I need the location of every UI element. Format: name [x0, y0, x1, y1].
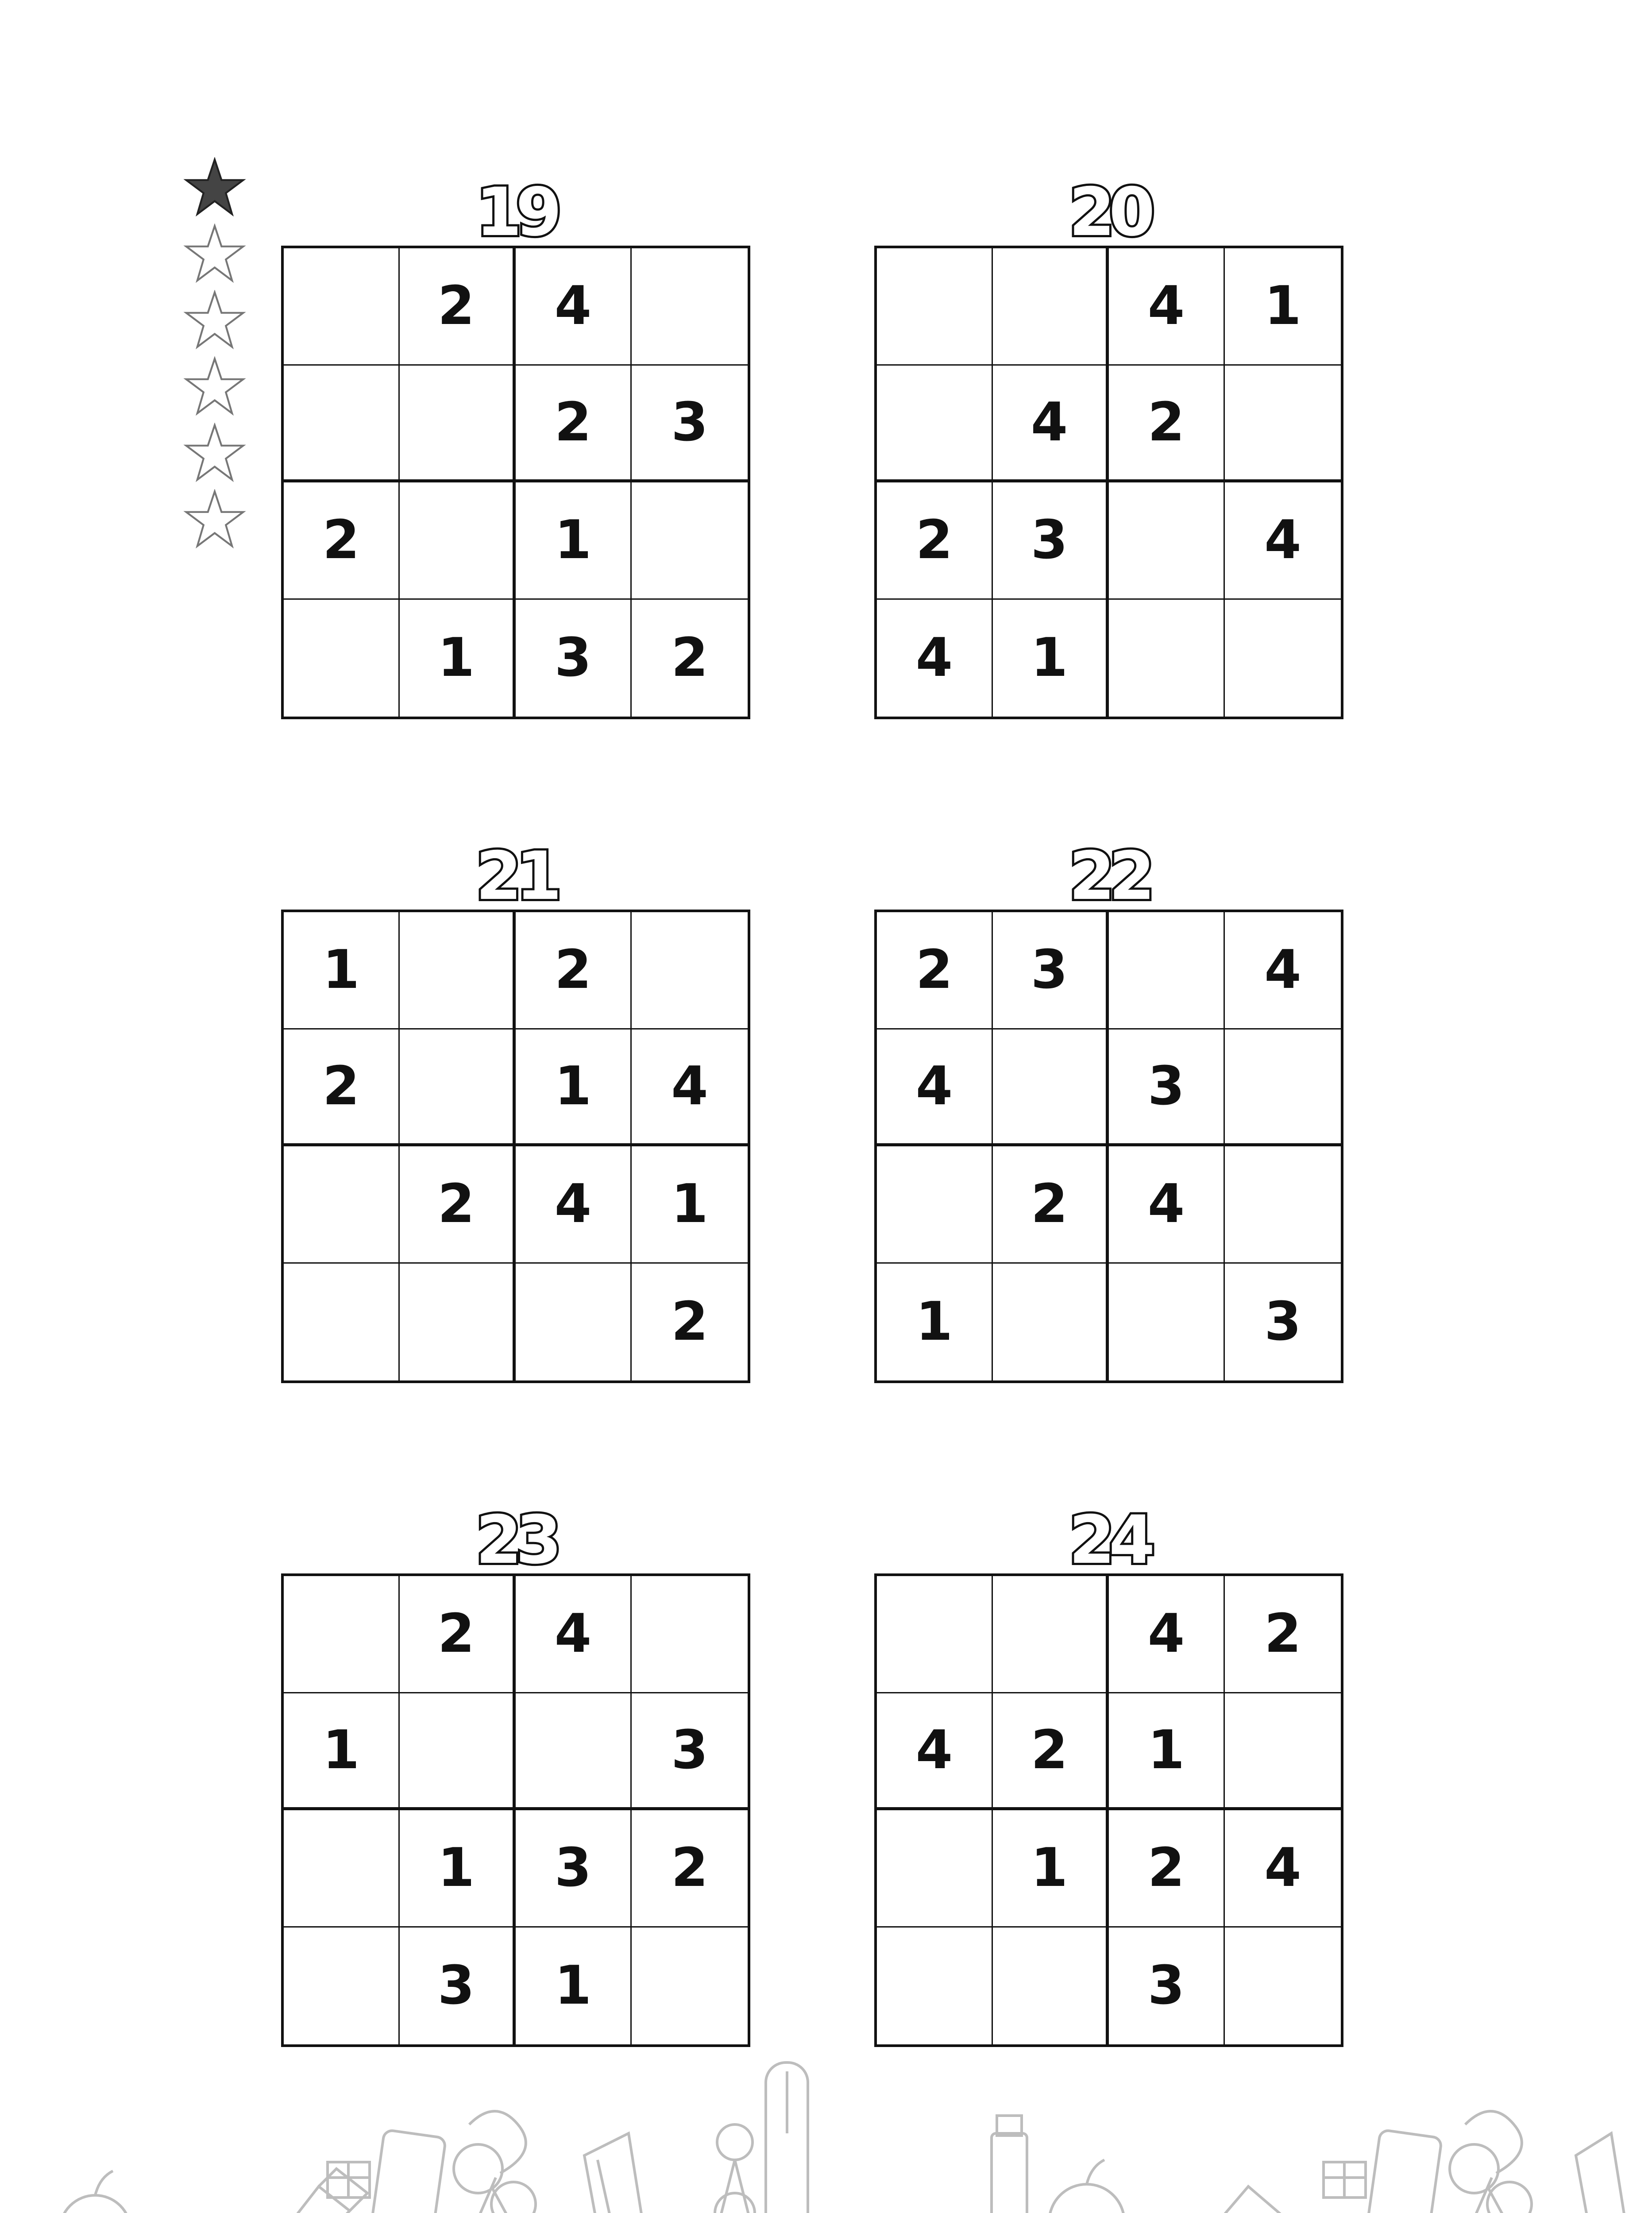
- gift-icon: [328, 2162, 370, 2198]
- grid-cell: [1109, 1264, 1225, 1381]
- grid-cell: 3: [1109, 1928, 1225, 2045]
- grid-cell: 4: [516, 1576, 632, 1693]
- grid-cell: 1: [400, 600, 516, 717]
- puzzle-number: 20: [1069, 174, 1149, 251]
- grid-cell: 2: [632, 1810, 748, 1928]
- sudoku-grid: [874, 910, 1343, 1383]
- grid-cell: 1: [1109, 1693, 1225, 1811]
- grid-cell: [400, 482, 516, 600]
- grid-cell: 1: [284, 912, 400, 1029]
- grid-cell: [877, 248, 993, 366]
- box-cutter-icon: [1576, 2133, 1638, 2213]
- grid-cell: 2: [877, 912, 993, 1029]
- grid-cell: 3: [993, 482, 1109, 600]
- sudoku-grid: [281, 246, 750, 719]
- grid-cell: 2: [284, 482, 400, 600]
- eraser-icon: [1365, 2130, 1442, 2213]
- star-empty-icon: [181, 489, 248, 551]
- grid-cell: [516, 1693, 632, 1811]
- scissors-icon: [1439, 2144, 1549, 2213]
- grid-cell: [1109, 912, 1225, 1029]
- grid-cell: [993, 1264, 1109, 1381]
- grid-cell: 4: [877, 1029, 993, 1147]
- grid-cell: [1225, 366, 1341, 483]
- grid-cell: 2: [400, 1576, 516, 1693]
- grid-cell: 2: [993, 1146, 1109, 1264]
- grid-cell: 1: [516, 482, 632, 600]
- grid-cell: [877, 366, 993, 483]
- grid-cell: [632, 482, 748, 600]
- grid-cell: [284, 366, 400, 483]
- grid-cell: 1: [516, 1928, 632, 2045]
- grid-cell: [1109, 600, 1225, 717]
- star-empty-icon: [181, 356, 248, 418]
- grid-cell: [877, 1928, 993, 2045]
- grid-cell: [993, 248, 1109, 366]
- grid-cell: 1: [516, 1029, 632, 1147]
- grid-cell: 3: [632, 1693, 748, 1811]
- grid-cell: 2: [1225, 1576, 1341, 1693]
- grid-cell: [993, 1029, 1109, 1147]
- grid-cell: [993, 1576, 1109, 1693]
- grid-cell: [284, 1810, 400, 1928]
- puzzle-19: [281, 174, 750, 689]
- grid-cell: 2: [993, 1693, 1109, 1811]
- grid-cell: 4: [877, 1693, 993, 1811]
- grid-cell: [284, 1576, 400, 1693]
- compass-icon: [699, 2124, 770, 2213]
- grid-cell: [1225, 1928, 1341, 2045]
- puzzle-24: [874, 1502, 1343, 2017]
- grid-cell: 4: [1225, 482, 1341, 600]
- grid-cell: [877, 1810, 993, 1928]
- grid-cell: 1: [993, 1810, 1109, 1928]
- grid-cell: [516, 1264, 632, 1381]
- paperclip-icon: [1465, 2111, 1522, 2173]
- apple-icon: [1049, 2160, 1124, 2213]
- school-supplies-decoration: [0, 2045, 1652, 2213]
- grid-cell: 4: [1109, 248, 1225, 366]
- star-empty-icon: [181, 290, 248, 352]
- grid-cell: 3: [1109, 1029, 1225, 1147]
- apple-icon: [60, 2171, 131, 2213]
- grid-cell: 4: [877, 600, 993, 717]
- box-cutter-icon: [584, 2133, 655, 2213]
- grid-cell: 1: [877, 1264, 993, 1381]
- grid-cell: [632, 1576, 748, 1693]
- grid-cell: [284, 248, 400, 366]
- grid-cell: [993, 1928, 1109, 2045]
- grid-cell: [877, 1146, 993, 1264]
- grid-cell: 2: [400, 1146, 516, 1264]
- grid-cell: [284, 600, 400, 717]
- grid-cell: 4: [993, 366, 1109, 483]
- grid-cell: 4: [1109, 1146, 1225, 1264]
- pencil-icon: [230, 2169, 367, 2213]
- grid-cell: 1: [993, 600, 1109, 717]
- sudoku-grid: [281, 1573, 750, 2047]
- glue-stick-icon: [992, 2116, 1027, 2213]
- puzzle-20: [874, 174, 1343, 689]
- puzzle-number: 23: [475, 1502, 556, 1579]
- puzzle-number: 22: [1069, 838, 1149, 915]
- grid-cell: [400, 1264, 516, 1381]
- grid-cell: 2: [877, 482, 993, 600]
- grid-cell: 2: [516, 912, 632, 1029]
- difficulty-rating: [181, 157, 252, 555]
- star-empty-icon: [181, 224, 248, 285]
- grid-cell: 3: [516, 600, 632, 717]
- star-filled-icon: [181, 157, 248, 219]
- grid-cell: [1225, 1693, 1341, 1811]
- grid-cell: 3: [516, 1810, 632, 1928]
- grid-cell: 2: [671, 627, 708, 689]
- grid-cell: 4: [1109, 1576, 1225, 1693]
- scissors-icon: [443, 2144, 553, 2213]
- grid-cell: [1109, 482, 1225, 600]
- grid-cell: [1225, 1029, 1341, 1147]
- grid-cell: 3: [632, 366, 748, 483]
- sudoku-grid: [874, 246, 1343, 719]
- sudoku-grid: [874, 1573, 1343, 2047]
- grid-cell: 2: [1109, 366, 1225, 483]
- puzzle-number: 21: [475, 838, 556, 915]
- grid-cell: [284, 1146, 400, 1264]
- gift-icon: [1324, 2162, 1366, 2198]
- grid-cell: 1: [400, 1810, 516, 1928]
- grid-cell: 4: [516, 1146, 632, 1264]
- grid-cell: [400, 1693, 516, 1811]
- grid-cell: [632, 1928, 748, 2045]
- grid-cell: 3: [993, 912, 1109, 1029]
- grid-cell: [1225, 600, 1341, 717]
- grid-cell: 2: [1109, 1810, 1225, 1928]
- puzzle-number: 24: [1069, 1502, 1149, 1579]
- grid-cell: 1: [632, 1146, 748, 1264]
- grid-cell: 2: [400, 248, 516, 366]
- grid-cell: [284, 1928, 400, 2045]
- grid-cell: 2: [516, 366, 632, 483]
- grid-cell: [632, 912, 748, 1029]
- grid-cell: [632, 248, 748, 366]
- grid-cell: [400, 912, 516, 1029]
- grid-cell: [1225, 1146, 1341, 1264]
- eraser-icon: [369, 2130, 446, 2213]
- pencil-icon: [1151, 2186, 1279, 2213]
- grid-cell: 3: [400, 1928, 516, 2045]
- puzzle-number: 19: [475, 174, 556, 251]
- pen-icon: [766, 2063, 808, 2213]
- puzzle-21: [281, 838, 750, 1353]
- grid-cell: [877, 1576, 993, 1693]
- grid-cell: 4: [1225, 1810, 1341, 1928]
- grid-cell: 1: [1225, 248, 1341, 366]
- grid-cell: [400, 366, 516, 483]
- grid-cell: 4: [516, 248, 632, 366]
- grid-cell: 2: [671, 1291, 708, 1353]
- grid-cell: 4: [632, 1029, 748, 1147]
- grid-cell: 2: [284, 1029, 400, 1147]
- grid-cell: 1: [284, 1693, 400, 1811]
- sudoku-grid: [281, 910, 750, 1383]
- star-empty-icon: [181, 423, 248, 485]
- grid-cell: 4: [1225, 912, 1341, 1029]
- grid-cell: [284, 1264, 400, 1381]
- grid-cell: [400, 1029, 516, 1147]
- puzzle-23: [281, 1502, 750, 2017]
- puzzle-22: [874, 838, 1343, 1353]
- grid-cell: 3: [1264, 1291, 1301, 1353]
- paperclip-icon: [469, 2111, 526, 2173]
